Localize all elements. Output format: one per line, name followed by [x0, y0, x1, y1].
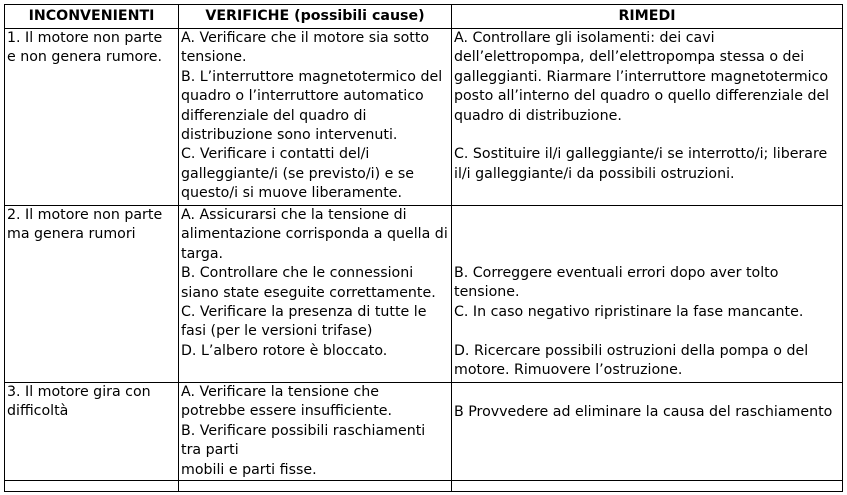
remedy-line: B. Correggere eventuali errori dopo aver tolto: [454, 265, 779, 281]
checks-cell: [179, 29, 452, 206]
header-rimedi: RIMEDI: [452, 5, 843, 29]
table-row: [5, 383, 843, 481]
check-line: galleggiante/i (se previsto/i) e se: [181, 165, 414, 182]
remedies-cell: [452, 206, 843, 383]
check-item-b: [181, 68, 449, 146]
problem-cell: [5, 206, 179, 383]
check-line: D. L’albero rotore è bloccato.: [181, 342, 388, 359]
remedies-cell: [452, 29, 843, 206]
remedy-item-b: [454, 264, 840, 303]
remedy-line: il/i galleggiante/i da possibili ostruzioni.: [454, 165, 735, 182]
check-line: B. Controllare che le connessioni: [181, 265, 414, 282]
problem-line: e non genera rumore.: [7, 49, 162, 66]
remedy-line: C. In caso negativo ripristinare la fase mancante.: [454, 303, 804, 320]
spacer: [454, 322, 840, 341]
problem-line: 3. Il motore gira con: [7, 384, 151, 400]
checks-cell: [179, 206, 452, 383]
table-row: [5, 206, 843, 383]
table-header-row: [5, 5, 843, 29]
remedy-line: galleggianti. Riarmare l’interruttore magnetotermico: [454, 68, 829, 85]
empty-cell: [5, 481, 179, 492]
remedy-line: dell’elettropompa, dell’elettropompa stessa o dei: [454, 49, 805, 66]
remedy-line: tensione.: [454, 284, 520, 301]
check-line: C. Verificare i contatti del/i: [181, 146, 370, 163]
check-line: A. Verificare la tensione che: [181, 384, 379, 400]
remedy-item-b: [454, 403, 840, 422]
check-line: targa.: [181, 245, 224, 262]
check-line: alimentazione corrisponda a quella di: [181, 226, 448, 243]
check-line: fasi (per le versioni trifase): [181, 323, 373, 340]
problem-line: 1. Il motore non parte: [7, 30, 163, 46]
remedy-line: A. Controllare gli isolamenti: dei cavi: [454, 30, 715, 46]
problem-line: ma genera rumori: [7, 226, 136, 243]
remedy-line: posto all’interno del quadro o quello differenziale del: [454, 88, 830, 105]
check-line: mobili e parti fisse.: [181, 461, 317, 478]
table-row-partial: [5, 481, 843, 492]
check-line: questo/i si muove liberamente.: [181, 185, 403, 202]
check-line: tra parti: [181, 442, 239, 459]
check-line: A. Assicurarsi che la tensione di: [181, 207, 407, 223]
problem-cell: [5, 383, 179, 481]
check-line: distribuzione sono intervenuti.: [181, 127, 398, 144]
remedy-item-d: [454, 342, 840, 381]
check-item-b: [181, 422, 449, 480]
problem-cell: [5, 29, 179, 206]
remedy-line: motore. Rimuovere l’ostruzione.: [454, 362, 683, 379]
check-line: B. Verificare possibili raschiamenti: [181, 422, 426, 439]
check-line: quadro o l’interruttore automatico: [181, 88, 424, 105]
check-line: B. L’interruttore magnetotermico del: [181, 68, 443, 85]
remedy-group: [454, 206, 840, 380]
check-line: potrebbe essere insufficiente.: [181, 403, 393, 420]
check-line: C. Verificare la presenza di tutte le: [181, 304, 427, 321]
spacer: [454, 126, 840, 145]
check-line: tensione.: [181, 49, 247, 66]
checks-cell: [179, 383, 452, 481]
check-item-c: [181, 145, 449, 203]
table-row: [5, 29, 843, 206]
remedy-item-c: [454, 145, 840, 184]
remedy-item-a: [454, 29, 840, 126]
check-item-b: [181, 264, 449, 303]
check-item-a: [181, 206, 449, 264]
check-line: differenziale del quadro di: [181, 107, 367, 124]
remedy-line: quadro di distribuzione.: [454, 107, 622, 124]
empty-cell: [452, 481, 843, 492]
remedy-group: [454, 383, 840, 422]
remedy-line: C. Sostituire il/i galleggiante/i se interrotto/i; liberare: [454, 146, 828, 163]
check-item-a: [181, 383, 449, 422]
header-inconvenienti: INCONVENIENTI: [5, 5, 179, 29]
check-item-a: [181, 29, 449, 68]
troubleshooting-table: [4, 4, 843, 492]
check-line: A. Verificare che il motore sia sotto: [181, 30, 430, 46]
problem-line: difficoltà: [7, 403, 69, 420]
check-item-c: [181, 303, 449, 342]
remedies-cell: [452, 383, 843, 481]
empty-cell: [179, 481, 452, 492]
problem-line: 2. Il motore non parte: [7, 207, 163, 223]
check-line: siano state eseguite correttamente.: [181, 284, 436, 301]
header-verifiche: VERIFICHE (possibili cause): [179, 5, 452, 29]
check-item-d: [181, 342, 449, 361]
remedy-line: D. Ricercare possibili ostruzioni della pompa o del: [454, 342, 809, 359]
remedy-line: B Provvedere ad eliminare la causa del raschiamento: [454, 404, 833, 420]
remedy-item-c: [454, 303, 840, 322]
